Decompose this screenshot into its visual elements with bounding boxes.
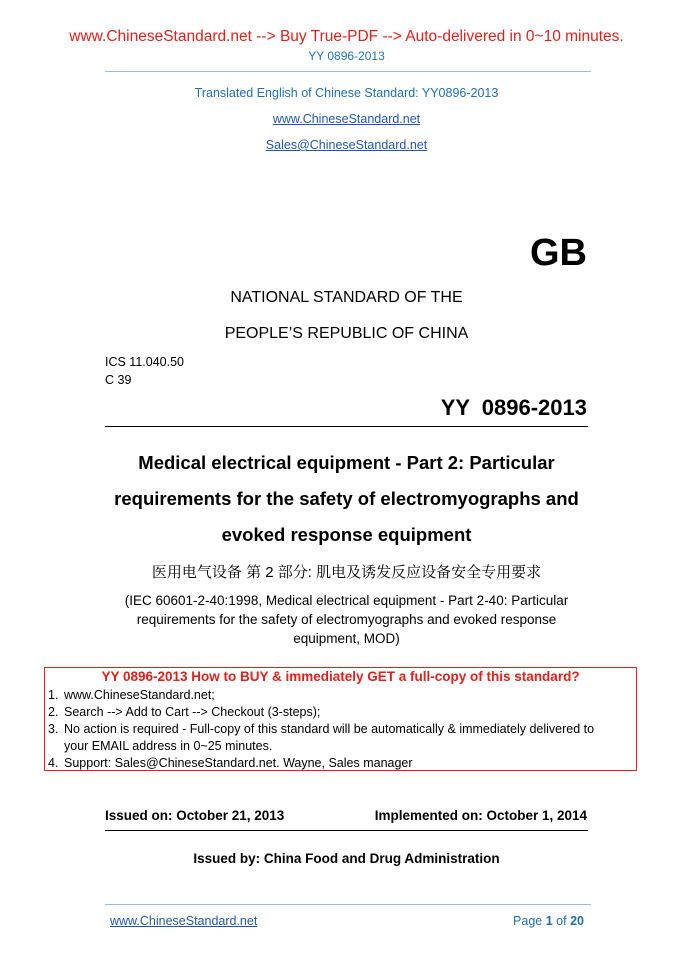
buy-step-2 [48, 705, 320, 719]
gb-mark: GB [530, 232, 587, 274]
page-indicator [513, 914, 584, 928]
buy-heading[interactable]: YY 0896-2013 How to BUY & immediately GET a full-copy of this standard? [101, 669, 580, 684]
website-link-wrap [0, 110, 693, 128]
implemented-date: Implemented on: October 1, 2014 [374, 808, 587, 823]
page-label: Page [513, 914, 543, 928]
title-line-3: evoked response equipment [221, 524, 472, 545]
iec-line-1: (IEC 60601-2-40:1998, Medical electrical equipment - Part 2-40: Particular [124, 593, 569, 608]
buy-step-4 [48, 756, 413, 770]
standard-number: YY 0896-2013 [440, 395, 587, 420]
top-banner[interactable]: www.ChineseStandard.net --> Buy True-PDF --> Auto-delivered in 0~10 minutes. [69, 28, 624, 45]
email-link[interactable]: Sales@ChineseStandard.net [265, 138, 428, 152]
national-standard-line1: NATIONAL STANDARD OF THE [230, 289, 463, 306]
buy-step-3 [48, 722, 594, 736]
buy-step-text: Search --> Add to Cart --> Checkout (3-steps); [64, 705, 321, 719]
buy-step-text: No action is required - Full-copy of this standard will be automatically & immediately delivered to [64, 722, 595, 736]
footer-divider [105, 904, 591, 905]
buy-step-1 [48, 688, 215, 702]
header-doc-code: YY 0896-2013 [308, 49, 385, 63]
buy-step-text[interactable]: Support: Sales@ChineseStandard.net. Wayne, Sales manager [64, 756, 413, 770]
buy-step-number: 4. [48, 756, 59, 770]
buy-step-text: your EMAIL address in 0~25 minutes. [64, 739, 273, 753]
page-current: 1 [545, 914, 553, 928]
iec-reference [110, 591, 583, 648]
title-chinese: 医用电气设备 第 2 部分: 肌电及诱发反应设备安全专用要求 [151, 564, 542, 581]
buy-step-number: 2. [48, 705, 59, 719]
iec-line-3: equipment, MOD) [293, 631, 400, 646]
header-divider [105, 71, 591, 72]
email-link-wrap [0, 136, 693, 154]
translated-note: Translated English of Chinese Standard: YY0896-2013 [194, 86, 499, 100]
issued-by: Issued by: China Food and Drug Administration [193, 851, 500, 866]
buy-step-number: 1. [48, 688, 59, 702]
title-line-1: Medical electrical equipment - Part 2: Particular [138, 452, 555, 473]
title-line-2: requirements for the safety of electromyographs and [114, 488, 579, 509]
issued-date: Issued on: October 21, 2013 [105, 808, 285, 823]
ics-code: ICS 11.040.50 [105, 355, 184, 369]
national-standard-line2: PEOPLE’S REPUBLIC OF CHINA [224, 325, 469, 342]
iec-line-2: requirements for the safety of electromyographs and evoked response [136, 612, 557, 627]
page-total: 20 [570, 914, 584, 928]
dates-rule [105, 830, 588, 831]
buy-step-number: 3. [48, 722, 59, 736]
website-link[interactable]: www.ChineseStandard.net [272, 112, 421, 126]
class-code: C 39 [105, 373, 132, 387]
buy-step-3-cont [48, 739, 272, 753]
buy-step-text[interactable]: www.ChineseStandard.net; [64, 688, 215, 702]
title-rule [105, 426, 588, 427]
footer-website-link[interactable]: www.ChineseStandard.net [110, 914, 258, 928]
page-of: of [556, 914, 567, 928]
